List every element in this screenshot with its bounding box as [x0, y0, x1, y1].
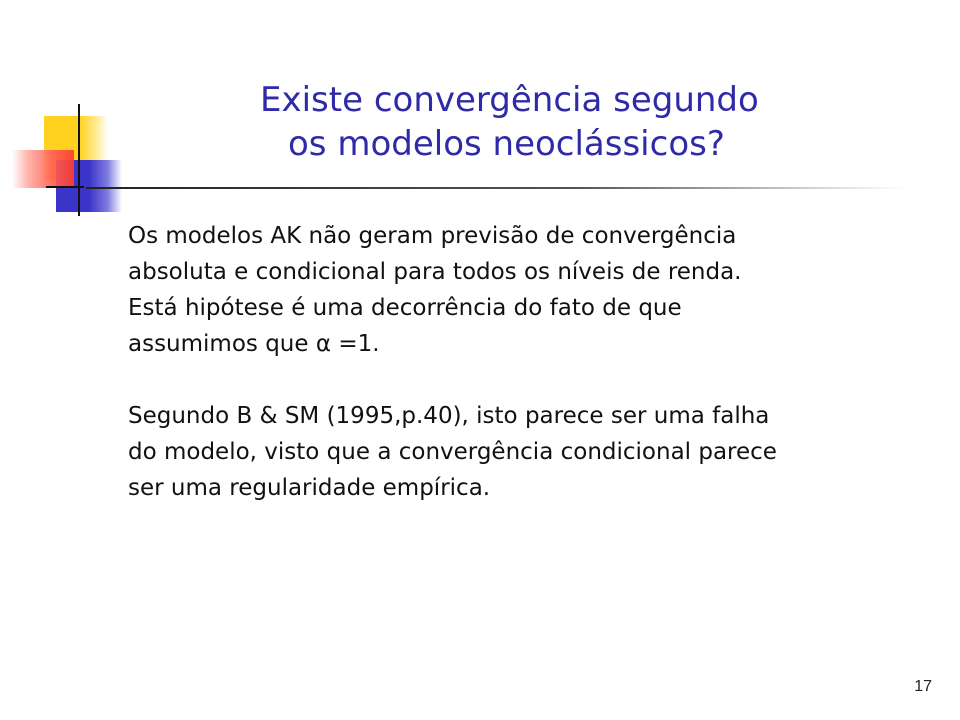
- paragraph-line: absoluta e condicional para todos os níveis de renda.: [128, 259, 742, 285]
- decorative-squares-logo: [0, 0, 140, 230]
- paragraph-line: assumimos que α =1.: [128, 331, 380, 357]
- red-square: [12, 150, 74, 188]
- title-line-2: os modelos neoclássicos?: [288, 124, 725, 164]
- paragraph-line: Segundo B & SM (1995,p.40), isto parece ser uma falha: [128, 403, 770, 429]
- title-line-1: Existe convergência segundo: [260, 80, 759, 120]
- paragraph-ak-models: [128, 218, 928, 362]
- paragraph-line: ser uma regularidade empírica.: [128, 475, 491, 501]
- paragraph-b-sm-citation: [128, 398, 928, 506]
- paragraph-line: Os modelos AK não geram previsão de convergência: [128, 223, 737, 249]
- slide-body: [128, 218, 928, 506]
- paragraph-line: do modelo, visto que a convergência condicional parece: [128, 439, 777, 465]
- logo-horizontal-line: [46, 186, 84, 188]
- logo-vertical-line: [78, 104, 80, 216]
- paragraph-line: Está hipótese é uma decorrência do fato de que: [128, 295, 682, 321]
- slide-title: [130, 78, 930, 166]
- title-underline: [86, 187, 906, 189]
- page-number: 17: [914, 678, 932, 695]
